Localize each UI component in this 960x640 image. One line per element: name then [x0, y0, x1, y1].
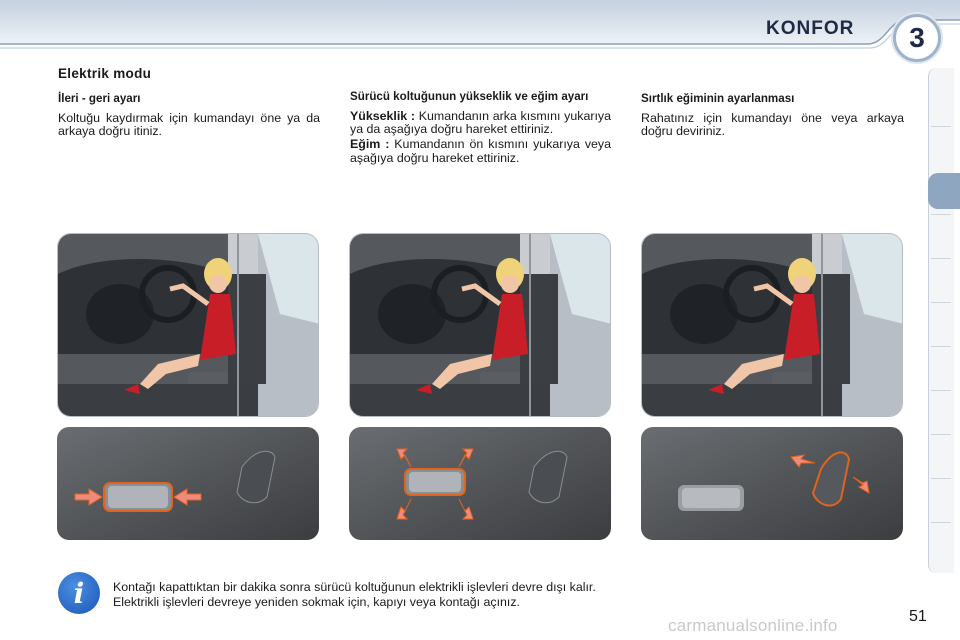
illustration-seat-adjust-3	[641, 233, 903, 417]
paragraph	[350, 110, 611, 136]
paragraph	[58, 112, 320, 138]
paragraph	[350, 138, 611, 164]
tab-divider	[931, 522, 951, 523]
chapter-tabs	[928, 68, 954, 573]
paragraph	[641, 112, 904, 138]
chapter-title: KONFOR	[766, 18, 855, 39]
page-number: 51	[909, 608, 927, 625]
chapter-number-badge	[893, 14, 941, 62]
column-forward-backward	[58, 92, 320, 140]
tab-divider	[931, 390, 951, 391]
tab-divider	[931, 258, 951, 259]
watermark: carmanualsonline.info	[668, 616, 838, 635]
chapter-tab-active[interactable]	[928, 173, 960, 209]
tab-divider	[931, 434, 951, 435]
tab-divider	[931, 214, 951, 215]
seat-control-panel-backrest	[641, 427, 903, 540]
chapter-number: 3	[909, 22, 925, 53]
info-icon: i	[58, 572, 100, 614]
illustration-seat-adjust-1	[57, 233, 319, 417]
info-line-2: Elektrikli işlevleri devreye yeniden sokmak için, kapıyı veya kontağı açınız.	[113, 595, 521, 609]
seat-control-panel-forward-backward	[57, 427, 319, 540]
info-line-1: Kontağı kapattıktan bir dakika sonra sürücü koltuğunun elektrikli işlevleri devre dışı kalır.	[113, 580, 596, 594]
column-height-tilt	[350, 90, 611, 167]
tab-divider	[931, 126, 951, 127]
paragraph-text: Kumandanın arka kısmını yukarıya ya da aşağıya doğru hareket ettiriniz.	[350, 109, 611, 137]
illustration-seat-adjust-2	[349, 233, 611, 417]
paragraph-text: Kumandanın ön kısmını yukarıya veya aşağıya doğru hareket ettiriniz.	[350, 137, 611, 165]
column-backrest	[641, 92, 904, 140]
paragraph-lead: Yükseklik :	[350, 109, 416, 123]
seat-control-panel-height-tilt	[349, 427, 611, 540]
column-heading: Sırtlık eğiminin ayarlanması	[641, 92, 795, 105]
paragraph-text: Rahatınız için kumandayı öne veya arkaya doğru deviriniz.	[641, 111, 904, 139]
info-note	[113, 580, 753, 610]
tab-divider	[931, 302, 951, 303]
column-heading: İleri - geri ayarı	[58, 92, 141, 105]
column-heading: Sürücü koltuğunun yükseklik ve eğim ayarı	[350, 90, 589, 103]
chapter-header	[0, 0, 960, 52]
paragraph-lead: Eğim :	[350, 137, 390, 152]
tab-divider	[931, 346, 951, 347]
section-title: Elektrik modu	[58, 66, 152, 81]
tab-divider	[931, 478, 951, 479]
paragraph-text: Koltuğu kaydırmak için kumandayı öne ya da arkaya doğru itiniz.	[58, 111, 320, 139]
